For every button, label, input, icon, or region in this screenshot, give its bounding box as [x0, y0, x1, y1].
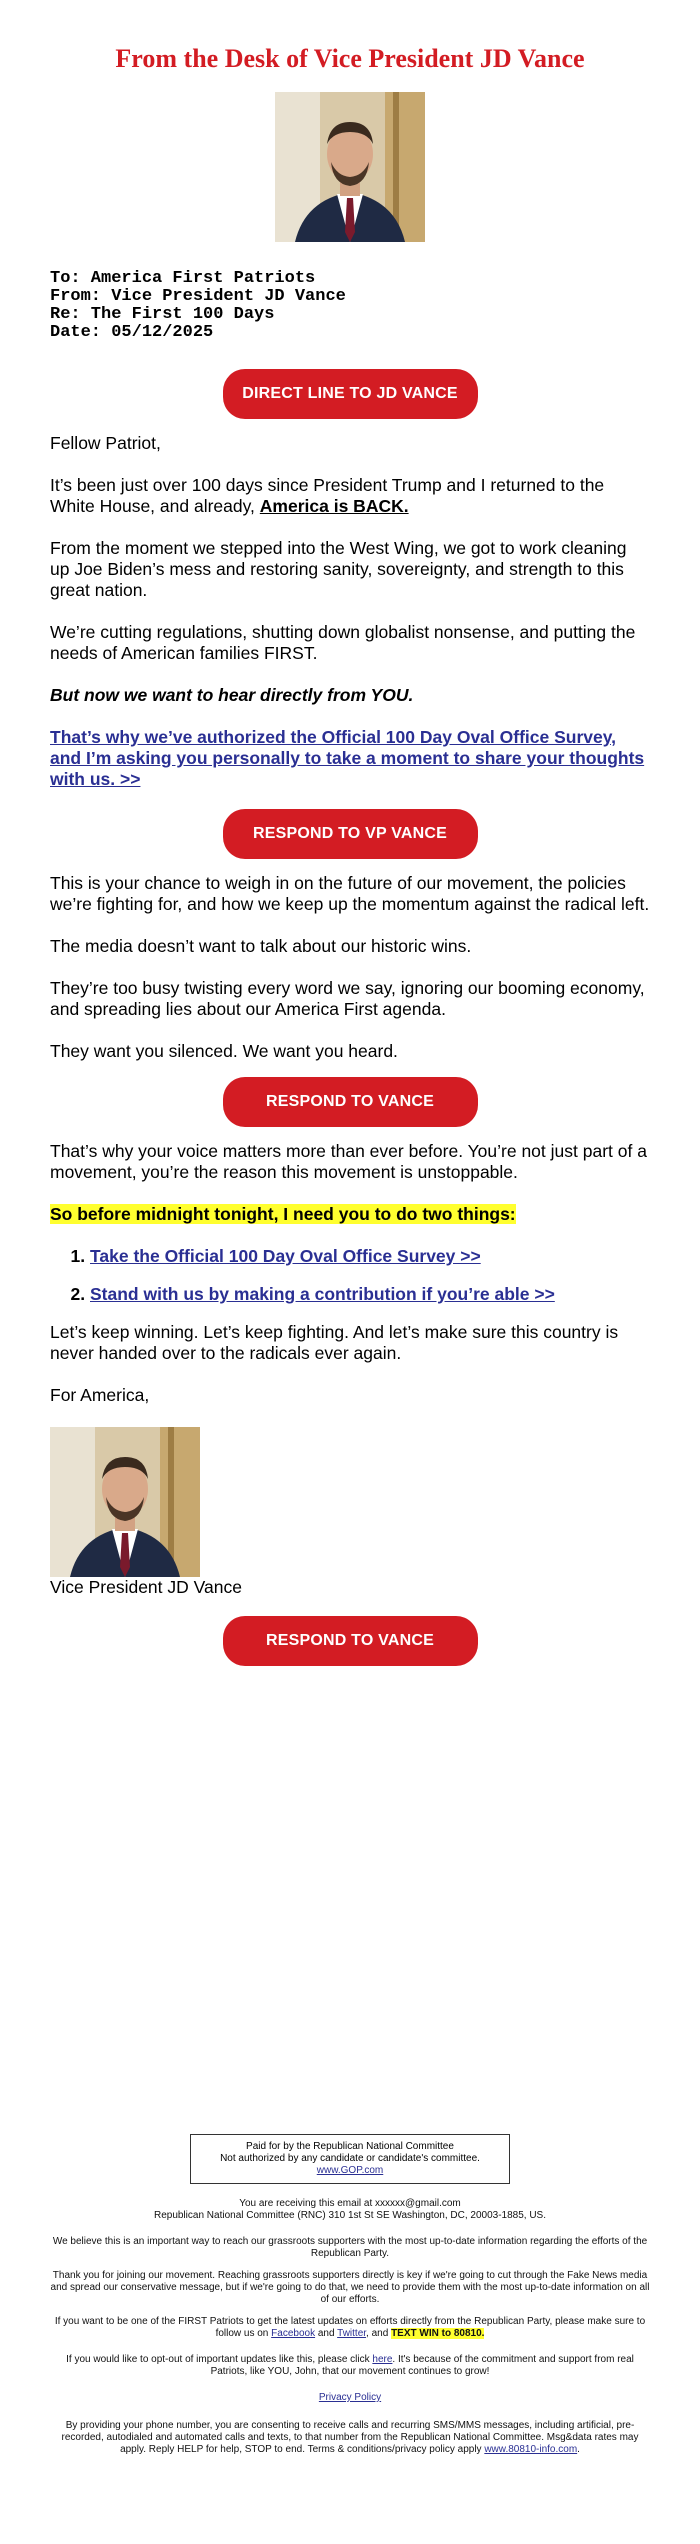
midnight-highlight: So before midnight tonight, I need you to do two things: [50, 1204, 516, 1224]
paragraph-4: But now we want to hear directly from YOU. [50, 685, 414, 705]
footer-thanks: Thank you for joining our movement. Reaching grassroots supporters directly is key if we're going to cut through the Fake News media and spread our conservative message, but if we're going to do that, we need to provide them with the most up-to-date information on all of our efforts. [50, 2270, 650, 2305]
paragraph-8: They want you silenced. We want you heard. [50, 1041, 398, 1061]
list-item [90, 1284, 650, 1305]
not-authorized-line: Not authorized by any candidate or candidate's committee. [220, 2153, 480, 2164]
footer-optout [50, 2354, 650, 2378]
contribution-list-link[interactable]: Stand with us by making a contribution if you’re able >> [90, 1284, 555, 1304]
optout-here-link[interactable]: here [372, 2354, 393, 2365]
paid-for-box [190, 2134, 510, 2184]
footer-believe: We believe this is an important way to reach our grassroots supporters with the most up-to-date information regarding the efforts of the Republican Party. [52, 2236, 648, 2259]
paragraph-2: From the moment we stepped into the West Wing, we got to work cleaning up Joe Biden’s mess and restoring sanity, sovereignty, and strength to this great nation. [50, 538, 627, 600]
paragraph-5: This is your chance to weigh in on the future of our movement, the policies we’re fighting for, and how we keep up the momentum against the radical left. [50, 873, 650, 914]
optout-text-2: . It's because of the commitment and support from real Patriots, like YOU, John, that our movement continues to grow! [210, 2354, 634, 2377]
footer-sms [50, 2420, 650, 2456]
signature-name: Vice President JD Vance [50, 1577, 242, 1597]
sms-period: . [577, 2444, 580, 2455]
and-text: and [315, 2328, 338, 2339]
sms-info-link[interactable]: www.80810-info.com [484, 2444, 578, 2455]
twitter-link[interactable]: Twitter [337, 2328, 367, 2339]
paid-for-line: Paid for by the Republican National Committee [246, 2141, 454, 2152]
paragraph-7: They’re too busy twisting every word we say, ignoring our booming economy, and spreading lies about our America First agenda. [50, 978, 645, 1019]
footer-receiving [50, 2198, 650, 2222]
paragraph-1-text: It’s been just over 100 days since President Trump and I returned to the White House, and already, [50, 475, 605, 516]
follow-text: If you want to be one of the FIRST Patriots to get the latest updates on efforts directly from the Republican Party, please make sure to follow us on [54, 2316, 646, 2339]
respond-button-1[interactable]: RESPOND TO VANCE [223, 1077, 478, 1127]
gop-link[interactable]: www.GOP.com [316, 2165, 384, 2176]
vance-signature-photo [50, 1427, 200, 1577]
memo-re: Re: The First 100 Days [50, 305, 275, 324]
paragraph-1 [50, 475, 650, 517]
closing: For America, [50, 1385, 150, 1405]
direct-line-button[interactable]: DIRECT LINE TO JD VANCE [223, 369, 478, 419]
paragraph-11: Let’s keep winning. Let’s keep fighting. And let’s make sure this country is never handed over to the radicals ever again. [50, 1322, 619, 1363]
privacy-policy-link[interactable]: Privacy Policy [318, 2392, 382, 2403]
text-win-highlight: TEXT WIN to 80810. [391, 2328, 485, 2339]
sms-consent-text: By providing your phone number, you are consenting to receive calls and recurring SMS/MMS messages, including artificial, pre-recorded, autodialed and automated calls and texts, to that number from the Republican National Committee. Msg&data rates may apply. Reply HELP for help, STOP to end. Terms & conditions/privacy policy apply [61, 2420, 639, 2455]
list-item [90, 1246, 650, 1267]
facebook-link[interactable]: Facebook [271, 2328, 316, 2339]
rnc-address-line: Republican National Committee (RNC) 310 1st St SE Washington, DC, 20003-1885, US. [153, 2210, 547, 2221]
survey-link[interactable]: That’s why we’ve authorized the Official 100 Day Oval Office Survey, and I’m asking you personally to take a moment to share your thoughts with us. >> [50, 727, 645, 789]
greeting: Fellow Patriot, [50, 433, 161, 453]
respond-button-2[interactable]: RESPOND TO VANCE [223, 1616, 478, 1666]
paragraph-9: That’s why your voice matters more than ever before. You’re not just part of a movement, you’re the reason this movement is unstoppable. [50, 1141, 647, 1182]
survey-list-link[interactable]: Take the Official 100 Day Oval Office Survey >> [90, 1246, 481, 1266]
vance-portrait-photo [275, 92, 425, 242]
america-is-back: America is BACK. [259, 496, 409, 516]
email-body [50, 0, 650, 2456]
receiving-email-line: You are receiving this email at xxxxxx@gmail.com [239, 2198, 461, 2209]
and-text-2: , and [366, 2328, 392, 2339]
memo-header [50, 270, 650, 342]
paragraph-3: We’re cutting regulations, shutting down globalist nonsense, and putting the needs of American families FIRST. [50, 622, 636, 663]
optout-text: If you would like to opt-out of important updates like this, please click [66, 2354, 373, 2365]
footer-follow [50, 2316, 650, 2340]
action-list [50, 1246, 650, 1305]
respond-vp-button[interactable]: RESPOND TO VP VANCE [223, 809, 478, 859]
memo-to: To: America First Patriots [50, 269, 316, 288]
paragraph-6: The media doesn’t want to talk about our historic wins. [50, 936, 472, 956]
memo-date: Date: 05/12/2025 [50, 323, 214, 342]
page-title: From the Desk of Vice President JD Vance [115, 44, 585, 73]
memo-from: From: Vice President JD Vance [50, 287, 346, 306]
